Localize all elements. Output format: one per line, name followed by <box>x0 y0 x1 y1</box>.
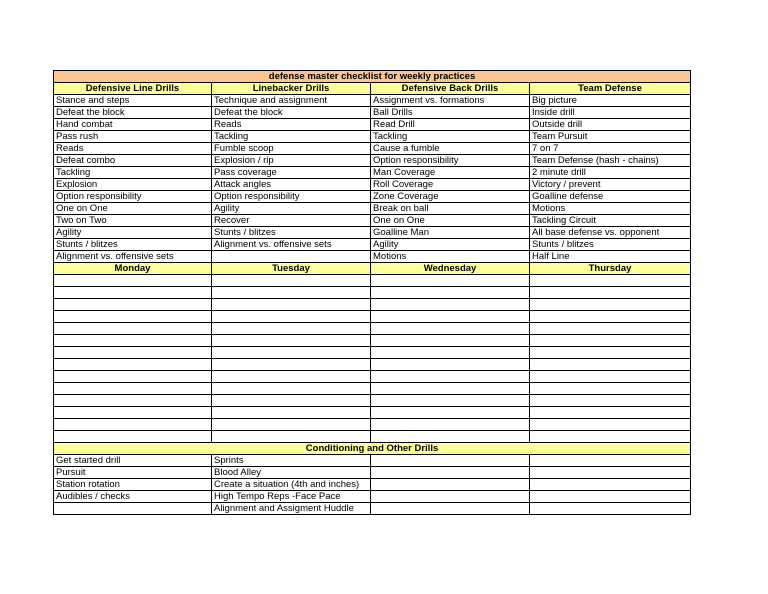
day-blank-row-cell <box>212 347 371 359</box>
day-blank-row <box>54 311 691 323</box>
day-blank-row-cell <box>212 335 371 347</box>
day-blank-row-cell <box>371 311 530 323</box>
drill-row-cell: Read Drill <box>371 119 530 131</box>
day-blank-row-cell <box>530 419 691 431</box>
day-blank-row-cell <box>212 359 371 371</box>
drill-row-cell: Inside drill <box>530 107 691 119</box>
drill-row-cell: Option responsibility <box>371 155 530 167</box>
day-blank-row-cell <box>530 347 691 359</box>
day-blank-row-cell <box>530 395 691 407</box>
conditioning-row <box>54 503 691 515</box>
conditioning-row <box>54 467 691 479</box>
day-blank-row-cell <box>530 407 691 419</box>
drill-row-cell: Team Defense (hash - chains) <box>530 155 691 167</box>
drill-row-cell: Attack angles <box>212 179 371 191</box>
day-blank-row-cell <box>54 311 212 323</box>
drill-row-cell: Pass rush <box>54 131 212 143</box>
conditioning-row-cell: Create a situation (4th and inches) <box>212 479 371 491</box>
day-blank-row-cell <box>54 431 212 443</box>
drill-row-cell: Stunts / blitzes <box>54 239 212 251</box>
drill-row-cell: One on One <box>371 215 530 227</box>
drill-row-cell: Defeat the block <box>54 107 212 119</box>
day-blank-row-cell <box>54 407 212 419</box>
drill-row <box>54 191 691 203</box>
drill-header-row <box>54 83 691 95</box>
day-blank-row-cell <box>212 383 371 395</box>
day-blank-row <box>54 419 691 431</box>
day-blank-row-cell <box>530 371 691 383</box>
day-blank-row-cell <box>212 395 371 407</box>
drill-row <box>54 155 691 167</box>
day-blank-row-cell <box>212 299 371 311</box>
day-blank-row <box>54 335 691 347</box>
day-blank-row <box>54 359 691 371</box>
day-blank-row-cell <box>54 335 212 347</box>
drill-row-cell: Half Line <box>530 251 691 263</box>
conditioning-row-cell: Sprints <box>212 455 371 467</box>
drill-row-cell: Man Coverage <box>371 167 530 179</box>
drill-row-cell: Tackling <box>212 131 371 143</box>
day-header-row-cell: Thursday <box>530 263 691 275</box>
sheet-title: defense master checklist for weekly practices <box>54 71 691 83</box>
day-blank-row-cell <box>212 287 371 299</box>
day-blank-row-cell <box>371 431 530 443</box>
day-header-row-cell: Monday <box>54 263 212 275</box>
drill-row-cell: Stunts / blitzes <box>530 239 691 251</box>
day-blank-row-cell <box>371 419 530 431</box>
conditioning-row-cell <box>371 455 530 467</box>
day-blank-row-cell <box>530 311 691 323</box>
drill-row-cell: Team Pursuit <box>530 131 691 143</box>
conditioning-row-cell <box>530 467 691 479</box>
drill-row-cell: Stance and steps <box>54 95 212 107</box>
day-blank-row <box>54 287 691 299</box>
drill-row-cell: Option responsibility <box>212 191 371 203</box>
conditioning-row-cell: Blood Alley <box>212 467 371 479</box>
drill-row-cell: Alignment vs. offensive sets <box>212 239 371 251</box>
drill-row-cell: Goalline defense <box>530 191 691 203</box>
drill-row-cell: Defeat combo <box>54 155 212 167</box>
drill-row-cell: Reads <box>212 119 371 131</box>
drill-row <box>54 203 691 215</box>
drill-row-cell: Defeat the block <box>212 107 371 119</box>
day-blank-row <box>54 299 691 311</box>
drill-row <box>54 215 691 227</box>
drill-row-cell: Victory / prevent <box>530 179 691 191</box>
day-blank-row-cell <box>54 359 212 371</box>
drill-row-cell: Tackling Circuit <box>530 215 691 227</box>
drill-row-cell: Pass coverage <box>212 167 371 179</box>
day-blank-row <box>54 323 691 335</box>
drill-row <box>54 227 691 239</box>
day-blank-row-cell <box>530 299 691 311</box>
drill-row-cell: Assignment vs. formations <box>371 95 530 107</box>
day-blank-row-cell <box>371 383 530 395</box>
drill-row-cell: Option responsibility <box>54 191 212 203</box>
day-header-row-cell: Wednesday <box>371 263 530 275</box>
drill-header-row-cell: Team Defense <box>530 83 691 95</box>
day-blank-row <box>54 347 691 359</box>
day-blank-row-cell <box>530 359 691 371</box>
day-blank-row-cell <box>530 431 691 443</box>
drill-row <box>54 143 691 155</box>
day-blank-row-cell <box>371 299 530 311</box>
day-blank-row-cell <box>212 371 371 383</box>
drill-row-cell: Roll Coverage <box>371 179 530 191</box>
conditioning-header: Conditioning and Other Drills <box>54 443 691 455</box>
drill-row-cell: Recover <box>212 215 371 227</box>
drill-row-cell: Fumble scoop <box>212 143 371 155</box>
day-blank-row <box>54 383 691 395</box>
conditioning-row-cell <box>371 467 530 479</box>
day-blank-row-cell <box>212 407 371 419</box>
day-blank-row-cell <box>54 275 212 287</box>
day-blank-row-cell <box>212 275 371 287</box>
day-blank-row-cell <box>371 371 530 383</box>
drill-row-cell: Zone Coverage <box>371 191 530 203</box>
drill-row-cell: All base defense vs. opponent <box>530 227 691 239</box>
day-header-row-cell: Tuesday <box>212 263 371 275</box>
day-blank-row-cell <box>54 287 212 299</box>
drill-row-cell: 2 minute drill <box>530 167 691 179</box>
drill-row-cell: Agility <box>371 239 530 251</box>
drill-row-cell: Goalline Man <box>371 227 530 239</box>
day-blank-row-cell <box>212 419 371 431</box>
conditioning-row-cell <box>530 491 691 503</box>
conditioning-row <box>54 491 691 503</box>
drill-header-row-cell: Defensive Line Drills <box>54 83 212 95</box>
day-blank-row <box>54 431 691 443</box>
conditioning-row-cell: High Tempo Reps -Face Pace <box>212 491 371 503</box>
drill-row <box>54 167 691 179</box>
day-blank-row <box>54 407 691 419</box>
conditioning-row <box>54 455 691 467</box>
conditioning-row-cell <box>530 503 691 515</box>
day-blank-row <box>54 395 691 407</box>
drill-row-cell: Big picture <box>530 95 691 107</box>
drill-row-cell: Motions <box>371 251 530 263</box>
drill-row <box>54 95 691 107</box>
conditioning-row-cell <box>530 479 691 491</box>
day-blank-row-cell <box>54 323 212 335</box>
day-blank-row-cell <box>371 275 530 287</box>
conditioning-row-cell: Station rotation <box>54 479 212 491</box>
day-blank-row-cell <box>371 347 530 359</box>
day-blank-row-cell <box>371 335 530 347</box>
day-blank-row-cell <box>530 323 691 335</box>
day-blank-row-cell <box>371 323 530 335</box>
day-blank-row-cell <box>212 323 371 335</box>
drill-row-cell: Reads <box>54 143 212 155</box>
day-blank-row-cell <box>212 431 371 443</box>
day-blank-row <box>54 371 691 383</box>
conditioning-row-cell: Audibles / checks <box>54 491 212 503</box>
day-blank-row-cell <box>371 395 530 407</box>
day-blank-row-cell <box>371 359 530 371</box>
drill-row-cell: Agility <box>212 203 371 215</box>
drill-row-cell: Two on Two <box>54 215 212 227</box>
drill-row-cell: Alignment vs. offensive sets <box>54 251 212 263</box>
day-blank-row-cell <box>530 287 691 299</box>
drill-row-cell: Cause a fumble <box>371 143 530 155</box>
conditioning-row-cell <box>371 491 530 503</box>
conditioning-row-cell: Get started drill <box>54 455 212 467</box>
day-blank-row-cell <box>54 299 212 311</box>
drill-row-cell: 7 on 7 <box>530 143 691 155</box>
day-blank-row-cell <box>530 275 691 287</box>
drill-row-cell: Tackling <box>371 131 530 143</box>
drill-row-cell: Motions <box>530 203 691 215</box>
drill-row-cell: One on One <box>54 203 212 215</box>
conditioning-row-cell <box>530 455 691 467</box>
sheet-title-row <box>54 71 691 83</box>
practice-checklist-table <box>53 70 691 515</box>
drill-row-cell: Hand combat <box>54 119 212 131</box>
conditioning-row-cell <box>371 503 530 515</box>
day-blank-row <box>54 275 691 287</box>
drill-row-cell: Explosion <box>54 179 212 191</box>
day-header-row <box>54 263 691 275</box>
day-blank-row-cell <box>54 383 212 395</box>
drill-row-cell: Tackling <box>54 167 212 179</box>
drill-row <box>54 119 691 131</box>
drill-row <box>54 131 691 143</box>
drill-header-row-cell: Defensive Back Drills <box>371 83 530 95</box>
drill-row <box>54 107 691 119</box>
day-blank-row-cell <box>371 287 530 299</box>
day-blank-row-cell <box>371 407 530 419</box>
conditioning-row-cell: Alignment and Assigment Huddle <box>212 503 371 515</box>
day-blank-row-cell <box>54 395 212 407</box>
drill-row-cell <box>212 251 371 263</box>
day-blank-row-cell <box>54 347 212 359</box>
drill-header-row-cell: Linebacker Drills <box>212 83 371 95</box>
drill-row-cell: Explosion / rip <box>212 155 371 167</box>
day-blank-row-cell <box>54 371 212 383</box>
drill-row <box>54 179 691 191</box>
day-blank-row-cell <box>530 335 691 347</box>
day-blank-row-cell <box>212 311 371 323</box>
drill-row-cell: Technique and assignment <box>212 95 371 107</box>
drill-row-cell: Break on ball <box>371 203 530 215</box>
drill-row <box>54 239 691 251</box>
conditioning-header-row <box>54 443 691 455</box>
day-blank-row-cell <box>54 419 212 431</box>
drill-row-cell: Outside drill <box>530 119 691 131</box>
drill-row-cell: Ball Drills <box>371 107 530 119</box>
drill-row-cell: Stunts / blitzes <box>212 227 371 239</box>
drill-row-cell: Agility <box>54 227 212 239</box>
conditioning-row-cell <box>371 479 530 491</box>
conditioning-row-cell: Pursuit <box>54 467 212 479</box>
day-blank-row-cell <box>530 383 691 395</box>
conditioning-row <box>54 479 691 491</box>
drill-row <box>54 251 691 263</box>
conditioning-row-cell <box>54 503 212 515</box>
